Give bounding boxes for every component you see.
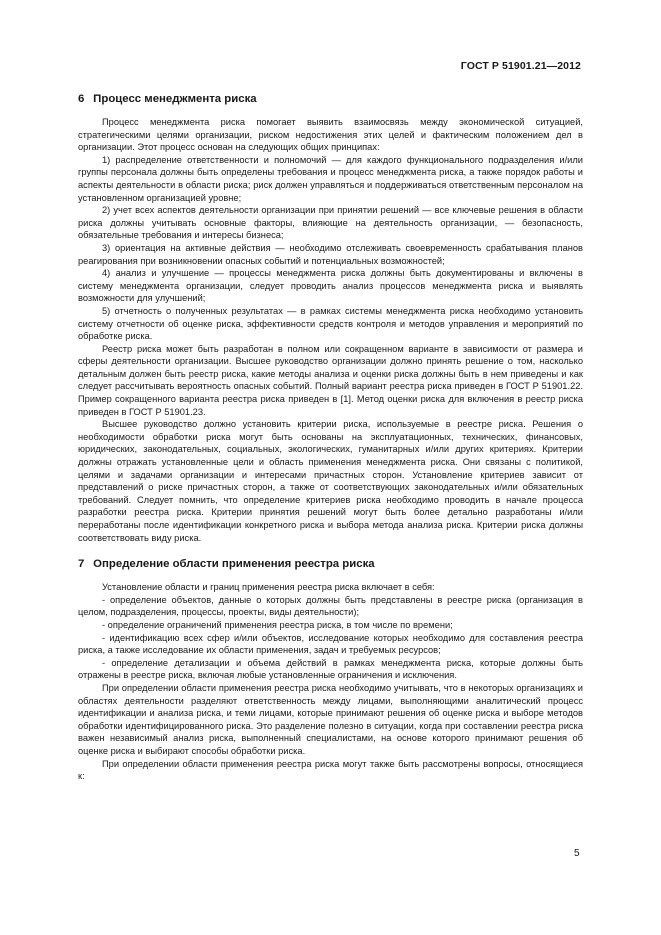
- section-number: 7: [78, 558, 85, 571]
- paragraph: 1) распределение ответственности и полномочий — для каждого функционального подразделения и/или группы персонала должны быть определены требования и процесс менеджмента риска, а также порядок работы и аспекты деятельности в области риска; риск должен управляться и поддерживаться ответственным персоналом на установленном организацией уровне;: [78, 154, 583, 203]
- paragraph: - определение объектов, данные о которых должны быть представлены в реестре риска (организация в целом, подразделения, процессы, проекты, виды деятельности);: [78, 594, 583, 618]
- paragraph: Установление области и границ применения реестра риска включает в себя:: [102, 582, 435, 593]
- document-body: [78, 92, 583, 783]
- paragraph: При определении области применения реестра риска могут также быть рассмотрены вопросы, относящиеся к:: [78, 758, 583, 782]
- section-6-heading: [78, 92, 583, 106]
- section-title: Определение области применения реестра риска: [93, 558, 375, 571]
- paragraph: 5) отчетность о полученных результатах — в рамках системы менеджмента риска необходимо установить систему отчетности об оценке риска, эффективности средств контроля и методов управления и мероприятий по обработке риска.: [78, 305, 583, 342]
- paragraph: - определение детализации и объема действий в рамках менеджмента риска, которые должны быть отражены в реестре риска, включая любые установленные ограничения и исключения.: [78, 657, 583, 681]
- paragraph: Процесс менеджмента риска помогает выявить взаимосвязь между экономической ситуацией, стратегическими целями организации, риском недостижения этих целей и фактическим положением дел в организации. Этот процесс основан на следующих общих принципах:: [78, 117, 583, 153]
- page-number: 5: [574, 848, 580, 859]
- paragraph: Высшее руководство должно установить критерии риска, используемые в реестре риска. Решения о необходимости обработки риска могут быть основаны на эксплуатационных, технических, финансовых, юридических, законодательных, социальных, экологических, гуманитарных и/или других критериях. Критерии должны отражать установленные цели и область применения менеджмента риска. Они связаны с политикой, целями и задачами организации и интересами причастных сторон. Установление критериев зависит от представлений о риске причастных сторон, а также от соответствующих законодательных и/или обязательных требований. Следует помнить, что определение критериев риска необходимо проводить в начале процесса разработки реестра риска. Критерии принятия решений могут быть более детально разработаны и/или переработаны после идентификации конкретного риска и выбора метода анализа риска. Критерии риска должны соответствовать виду риска.: [78, 419, 583, 543]
- section-number: 6: [78, 93, 85, 105]
- section-title: Процесс менеджмента риска: [93, 93, 257, 105]
- standard-header: ГОСТ Р 51901.21—2012: [460, 60, 581, 72]
- paragraph: Реестр риска может быть разработан в полном или сокращенном варианте в зависимости от размера и сферы деятельности организации. Высшее руководство организации должно принять решение о том, насколько детальным должен быть реестр риска, какие методы анализа и оценки риска должны быть в нем приведены и как следует рассчитывать вероятность опасных событий. Полный вариант реестра риска приведен в ГОСТ Р 51901.22. Пример сокращенного варианта реестра риска приведен в [1]. Метод оценки риска для включения в реестр риска приведен в ГОСТ Р 51901.23.: [78, 343, 583, 417]
- paragraph: При определении области применения реестра риска необходимо учитывать, что в некоторых организациях и областях деятельности разделяют ответственность между лицами, выполняющими аналитический процесс идентификации и анализа риска, и теми лицами, которые принимают решения об оценке риска и выборе методов обработки идентифицированного риска. Это разделение полезно в ситуации, когда при составлении реестра риска важен независимый анализ риска, выполненный специалистами, на основе которого принимают решения об оценке риска и выбирают способы обработки риска.: [78, 682, 583, 756]
- paragraph: 3) ориентация на активные действия — необходимо отслеживать своевременность срабатывания планов реагирования при возникновении опасных событий и потенциальных возможностей;: [78, 242, 583, 266]
- paragraph: 2) учет всех аспектов деятельности организации при принятии решений — все ключевые решения в области риска должны учитывать основные факторы, влияющие на деятельность организации, — безопасность, обязательные требования и интересы бизнеса;: [78, 205, 583, 241]
- paragraph: - определение ограничений применения реестра риска, в том числе по времени;: [102, 619, 453, 630]
- paragraph: - идентификацию всех сфер и/или объектов, исследование которых необходимо для составления реестра риска, а также исследование их области применения, задач и требуемых ресурсов;: [78, 632, 583, 656]
- paragraph: 4) анализ и улучшение — процессы менеджмента риска должны быть документированы и включены в систему менеджмента организации, следует проводить анализ процессов менеджмента риска и выявлять возможности для улучшений;: [78, 268, 583, 304]
- section-7-heading: [78, 557, 583, 571]
